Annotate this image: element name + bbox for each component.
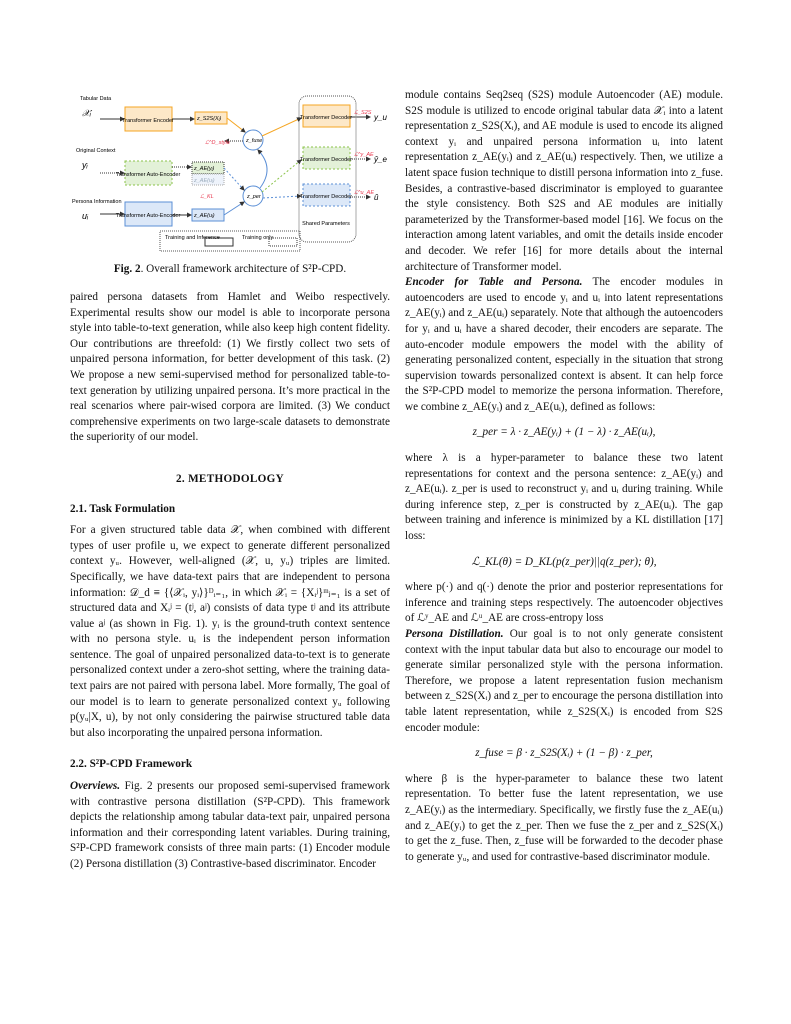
svg-text:Training and Inference: Training and Inference (165, 235, 220, 241)
svg-text:ℒ^y_AE: ℒ^y_AE (354, 152, 374, 158)
z-ae-u-label: z_AE(uᵢ) (194, 213, 215, 219)
input-persona-information (72, 199, 122, 221)
svg-text:Training only: Training only (242, 235, 274, 241)
kl-loss-label: ℒ_KL (200, 194, 214, 200)
svg-text:uᵢ: uᵢ (82, 211, 89, 221)
equation-z-per: z_per = λ · z_AE(yᵢ) + (1 − λ) · z_AE(uᵢ), (472, 426, 656, 439)
task-formulation-paragraph: For a given structured table data 𝒳, when combined with different types of user profile u, we expect to generate different personalized context yᵤ. However, well-aligned (𝒳, u, yᵤ) triples are limited. Specifically, we have data-text pairs that are independent to persona information: 𝒟_d ≡ {⟨𝒳ᵢ, yᵢ⟩}ᴰᵢ₌₁, in which 𝒳ᵢ = {Xᵢʲ}ᵐⱼ₌₁ is a set of structured data and Xᵢʲ = (tʲ, aʲ) consists of data type tʲ and its attribute value aʲ (as shown in Fig. 1). yᵢ is the ground-truth context sentence with no persona style. uᵢ is the independent person information sentence. The goal of unpaired personalized data-to-text is to generate personalized context under a zero-shot setting, where the training data-text pairs are not paired with persona label. More formally, The goal of our model is to learn to generate personalized context yᵤ following p(yᵤ|X, u), by not only considering the pairwise structured table data but also incorporating the unpaired persona information. (70, 524, 390, 739)
style-loss-label: ℒ^D_style (205, 140, 230, 146)
prior-posterior-paragraph: where p(·) and q(·) denote the prior and posterior representations for inference and training steps respectively. The autoencoder objectives of ℒʸ_AE and ℒᵘ_AE are cross-entropy loss (405, 581, 723, 625)
svg-text:y_u: y_u (374, 113, 387, 122)
svg-text:Transformer Decoder: Transformer Decoder (299, 157, 353, 163)
svg-text:Transformer Auto-Encoder: Transformer Auto-Encoder (115, 172, 181, 178)
svg-text:z_fuse: z_fuse (246, 138, 263, 144)
subsection-framework: 2.2. S²P-CPD Framework (70, 758, 193, 771)
equation-kl-loss: ℒ_KL(θ) = D_KL(p(z_per)||q(z_per); θ), (471, 555, 657, 568)
svg-text:Persona Information: Persona Information (72, 199, 122, 205)
svg-text:Shared Parameters: Shared Parameters (302, 221, 350, 227)
framework-figure (70, 88, 390, 253)
z-s2s-label: z_S2S(Xᵢ) (197, 116, 222, 122)
svg-text:z_per: z_per (247, 194, 261, 200)
svg-text:ŷ_e: ŷ_e (374, 155, 387, 164)
encoder-paragraph: Encoder for Table and Persona. The encoder modules in autoencoders are used to encode yᵢ and uᵢ into latent representations z_AE(yᵢ) and z_AE(uᵢ) separately. Note that although the autoencoders for yᵢ and uᵢ have a shared decoder, their encoders are separate. The auto-encoder module empowers the model with the ability of generating personalized content, especially in the situation that strong supervision towards personalized context is absent. It can help force the S²P-CPD model to memorize the persona information. Therefore, we combine z_AE(yᵢ) and z_AE(uᵢ), defined as follows: (405, 276, 723, 413)
input-tabular-data (80, 96, 112, 118)
figure-caption: Fig. 2. Overall framework architecture of S²P-CPD. (113, 263, 347, 275)
overviews-paragraph: Overviews. Fig. 2 presents our proposed semi-supervised framework with contrastive persona distillation (S²P-CPD). This framework depicts the relationship among tabular data-text pair, unpaired persona information and their corresponding latent variables. During training, S²P-CPD framework consists of three main parts: (1) Encoder module (2) Persona distillation (3) Contrastive-based discriminator. Encoder (70, 780, 390, 870)
section-heading-methodology: 2. METHODOLOGY (175, 472, 284, 485)
persona-distillation-paragraph: Persona Distillation. Our goal is to not only generate consistent context with the input tabular data but also to encourage our model to generate similar personalized style with the persona information. Therefore, we propose a latent representation fusion mechanism between z_S2S(Xᵢ) and z_per to encourage the persona distillation into table latent representation, while z_S2S(Xᵢ) is encoded from S2S encoder module: (405, 628, 723, 734)
z-ae-u-ghost-label: z_AE(uᵢ) (194, 178, 215, 184)
svg-text:Tabular Data: Tabular Data (80, 96, 112, 102)
z-ae-y-label: z_AE(yᵢ) (194, 166, 215, 172)
lambda-paragraph: where λ is a hyper-parameter to balance these two latent representations for context and the persona sentence: z_AE(yᵢ) and z_AE(uᵢ). z_per is used to reconstruct yᵢ and uᵢ during training. While during inference step, z_per is constructed by z_AE(uᵢ). The gap between training and inference is minimized by a KL distillation [17] loss: (405, 452, 723, 543)
svg-text:Original Context: Original Context (76, 148, 116, 154)
svg-text:ℒ_S2S: ℒ_S2S (354, 110, 372, 116)
svg-text:yᵢ: yᵢ (82, 160, 88, 170)
svg-text:Transformer Encoder: Transformer Encoder (122, 118, 174, 124)
equation-z-fuse: z_fuse = β · z_S2S(Xᵢ) + (1 − β) · z_per, (475, 747, 653, 760)
svg-text:û: û (374, 193, 379, 202)
right-column (405, 88, 723, 865)
figure-legend (160, 231, 300, 251)
beta-paragraph: where β is the hyper-parameter to balance these two latent representation. To better fuse the latent representation, we use z_AE(yᵢ) as the intermediary. Specifically, we firstly fuse the z_AE(uᵢ) and z_AE(yᵢ) to get the z_per. Then we fuse the z_per and z_S2S(Xᵢ) to get the z_fuse. Then, z_fuse will be forwarded to the decoder phase to generate yᵤ, and used for contrastive-based discriminator module. (405, 772, 723, 863)
left-column (70, 290, 390, 873)
svg-text:ℒ^u_AE: ℒ^u_AE (354, 190, 374, 196)
subsection-task-formulation: 2.1. Task Formulation (70, 502, 176, 515)
svg-text:Transformer Auto-Encoder: Transformer Auto-Encoder (115, 213, 181, 219)
svg-text:𝒳ᵢ: 𝒳ᵢ (82, 108, 91, 118)
svg-text:Transformer Decoder: Transformer Decoder (299, 115, 353, 121)
input-original-context (76, 148, 116, 170)
intro-paragraph: paired persona datasets from Hamlet and Weibo respectively. Experimental results show our model is able to incorporate persona style into table-to-text generation, while also keep high content fidelity. Our contributions are threefold: (1) We firstly collect two sets of unpaired persona information, for better development of this task. (2) We propose a new semi-supervised method for personalized table-to-text generation by utilizing unpaired persona. It’s more practical in the real scenarios where pair-wised corpora are limited. (3) We conduct comprehensive experiments on two large-scale datasets to demonstrate the superiority of our model. (70, 291, 390, 444)
module-paragraph: module contains Seq2seq (S2S) module Autoencoder (AE) module. S2S module is utilized to encode original tabular data 𝒳ᵢ into a latent representation z_S2S(Xᵢ), and AE module is used to encode its aligned context yᵢ and unpaired persona information uᵢ into latent representation z_AE(yᵢ) and z_AE(uᵢ) respectively. Then, we utilize a latent space fusion technique to distill persona information into z_fuse. Besides, a contrastive-based discriminator is employed to guarantee the style consistency. Both S2S and AE modules are initially parameterized by the Transformer-based model [16]. We focus on the interaction among latent variables, and omit the details inside encoder and decoder. We refer [16] for more details about the internal architecture of Transformer model. (405, 89, 723, 273)
svg-text:Transformer Decoder: Transformer Decoder (299, 194, 353, 200)
